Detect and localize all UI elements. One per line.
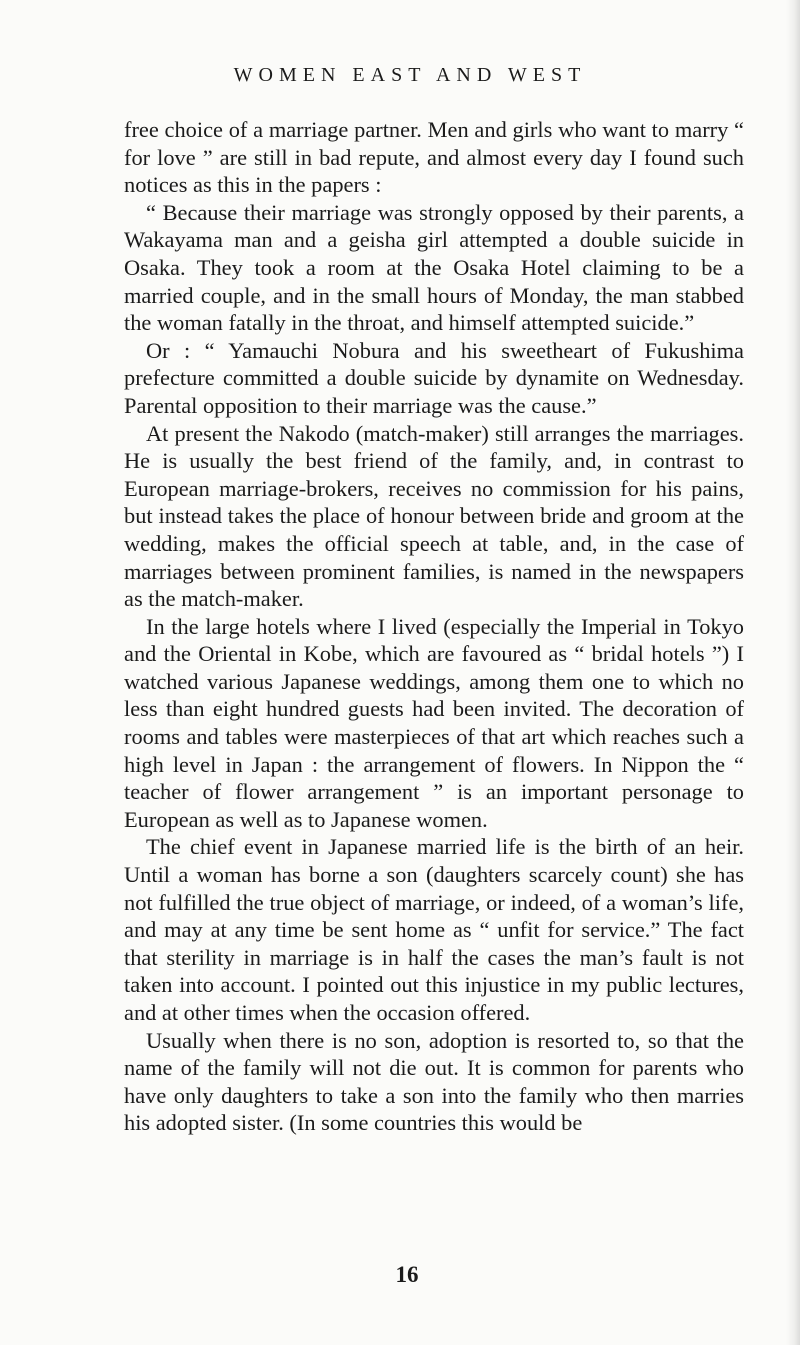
page-number: 16 — [395, 1262, 419, 1287]
paragraph-2: “ Because their marriage was strongly opposed by their parents, a Wakayama man and a geisha girl attempted a double suicide in Osaka. They took a room at the Osaka Hotel claiming to be a married couple, and in the small hours of Monday, the man stabbed the woman fatally in the throat, and himself attempted suicide.” — [124, 199, 744, 336]
paragraph-5: In the large hotels where I lived (especially the Imperial in Tokyo and the Oriental in Kobe, which are favoured as “ bridal hotels ”) I watched various Japanese weddings, among them one to which no less than eight hundred guests had been invited. The decoration of rooms and tables were masterpieces of that art which reaches such a high level in Japan : the arrangement of flowers. In Nippon the “ teacher of flower arrangement ” is an important personage to European as well as to Japanese women. — [124, 613, 744, 832]
running-head: WOMEN EAST AND WEST — [233, 64, 587, 86]
paragraph-6: The chief event in Japanese married life is the birth of an heir. Until a woman has borne a son (daughters scarcely count) she has not fulfilled the true object of marriage, or indeed, of a woman’s life, and may at any time be sent home as “ unfit for service.” The fact that sterility in marriage is in half the cases the man’s fault is not taken into account. I pointed out this injustice in my public lectures, and at other times when the occasion offered. — [124, 834, 744, 1025]
body-text — [124, 116, 744, 1137]
paragraph-1: free choice of a marriage partner. Men and girls who want to marry “ for love ” are still in bad repute, and almost every day I found such notices as this in the papers : — [124, 117, 744, 198]
paragraph-3: Or : “ Yamauchi Nobura and his sweetheart of Fukushima prefecture committed a double suicide by dynamite on Wednesday. Parental opposition to their marriage was the cause.” — [124, 337, 744, 418]
paragraph-4: At present the Nakodo (match-maker) still arranges the marriages. He is usually the best friend of the family, and, in contrast to European marriage-brokers, receives no commission for his pains, but instead takes the place of honour between bride and groom at the wedding, makes the official speech at table, and, in the case of marriages between prominent families, is named in the newspapers as the match-maker. — [124, 420, 744, 612]
paragraph-7: Usually when there is no son, adoption is resorted to, so that the name of the family will not die out. It is common for parents who have only daughters to take a son into the family who then marries his adopted sister. (In some countries this would be — [124, 1027, 744, 1136]
page-edge-shadow — [786, 0, 800, 1345]
